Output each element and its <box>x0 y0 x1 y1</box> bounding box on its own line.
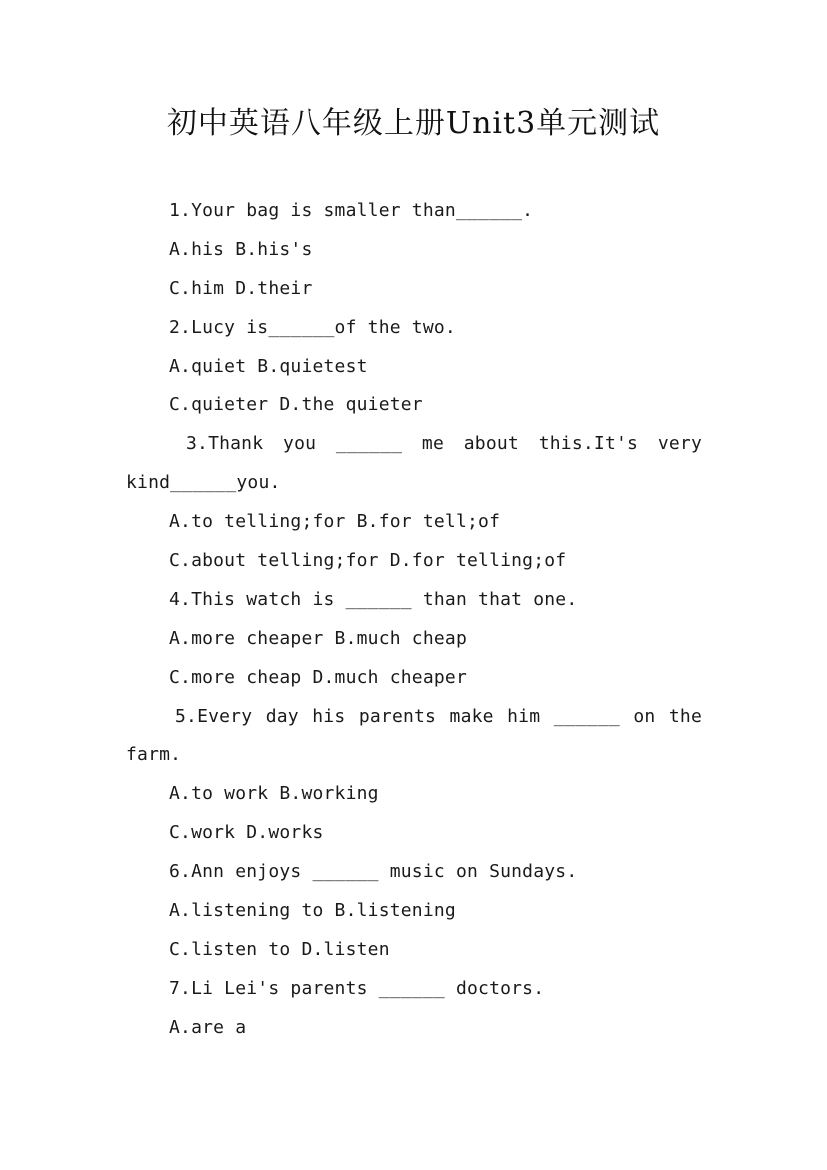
question-3-options-cd: C.about telling;for D.for telling;of <box>169 550 567 572</box>
question-7-options-a: A.are a <box>169 1016 247 1038</box>
question-6-options-cd: C.listen to D.listen <box>169 938 390 960</box>
document-body <box>126 192 702 1048</box>
question-1-options-cd: C.him D.their <box>169 277 313 299</box>
question-5-stem-continued: farm. <box>126 744 182 766</box>
question-1-stem: 1.Your bag is smaller than______. <box>169 200 534 221</box>
question-4-options-ab: A.more cheaper B.much cheap <box>169 627 467 649</box>
page-title: 初中英语八年级上册Unit3单元测试 <box>166 106 661 141</box>
question-5-options-ab: A.to work B.working <box>169 783 379 805</box>
question-2-stem: 2.Lucy is______of the two. <box>169 316 456 338</box>
question-3-options-ab: A.to telling;for B.for tell;of <box>169 511 501 533</box>
question-6-options-ab: A.listening to B.listening <box>169 900 456 922</box>
question-2-options-cd: C.quieter D.the quieter <box>169 394 423 416</box>
question-5-options-cd: C.work D.works <box>169 822 324 844</box>
question-4-stem: 4.This watch is ______ than that one. <box>169 588 578 610</box>
question-4-options-cd: C.more cheap D.much cheaper <box>169 666 467 688</box>
question-6-stem: 6.Ann enjoys ______ music on Sundays. <box>169 861 578 883</box>
question-2-options-ab: A.quiet B.quietest <box>169 355 368 377</box>
question-3-stem: 3.Thank you ______ me about this.It's very <box>186 433 702 455</box>
question-5-stem: 5.Every day his parents make him ______ on the <box>175 705 702 727</box>
question-3-stem-continued: kind______you. <box>126 472 281 494</box>
question-7-stem: 7.Li Lei's parents ______ doctors. <box>169 977 545 999</box>
question-1-options-ab: A.his B.his's <box>169 238 313 260</box>
